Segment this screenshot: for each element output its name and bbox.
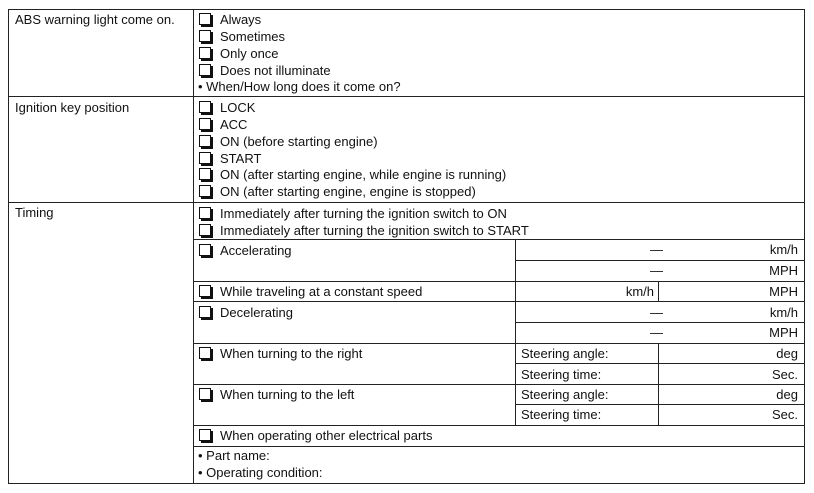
abs-always-label: Always (220, 12, 262, 27)
ignition-on-running-label: ON (after starting engine, while engine is running) (220, 167, 507, 182)
timing-immediate-start-label: Immediately after turning the ignition switch to START (220, 223, 529, 238)
abs-note: • When/How long does it come on? (198, 79, 401, 94)
left-steering-time-label: Steering time: (521, 407, 602, 422)
ignition-on-stopped-checkbox[interactable] (199, 185, 211, 197)
divider (515, 322, 805, 323)
constant-mph-unit: MPH (769, 284, 798, 299)
divider (193, 343, 805, 344)
divider (193, 446, 805, 447)
part-name-field[interactable]: • Part name: (198, 448, 270, 463)
abs-label: ABS warning light come on. (15, 12, 175, 27)
ignition-on-before-label: ON (before starting engine) (220, 134, 378, 149)
divider (193, 384, 805, 385)
divider (515, 363, 805, 364)
timing-immediate-on-checkbox[interactable] (199, 207, 211, 219)
accel-kmh-dash: — (650, 242, 663, 257)
timing-accelerating-label: Accelerating (220, 243, 292, 258)
divider (8, 96, 805, 97)
divider (193, 425, 805, 426)
timing-electrical-label: When operating other electrical parts (220, 428, 433, 443)
operating-condition-field[interactable]: • Operating condition: (198, 465, 323, 480)
abs-not-illuminate-label: Does not illuminate (220, 63, 331, 78)
accel-kmh-unit: km/h (769, 242, 798, 257)
right-deg-unit: deg (776, 346, 798, 361)
ignition-on-running-checkbox[interactable] (199, 168, 211, 180)
ignition-acc-label: ACC (220, 117, 248, 132)
divider (8, 202, 805, 203)
abs-sometimes-label: Sometimes (220, 29, 286, 44)
ignition-acc-checkbox[interactable] (199, 118, 211, 130)
accel-mph-unit: MPH (769, 263, 798, 278)
timing-accelerating-checkbox[interactable] (199, 244, 211, 256)
timing-turn-left-checkbox[interactable] (199, 388, 211, 400)
ignition-on-before-checkbox[interactable] (199, 135, 211, 147)
divider (515, 260, 805, 261)
divider (658, 281, 659, 301)
right-steering-time-label: Steering time: (521, 367, 602, 382)
decel-mph-dash: — (650, 325, 663, 340)
constant-kmh-unit: km/h (625, 284, 654, 299)
abs-not-illuminate-checkbox[interactable] (199, 64, 211, 76)
left-sec-unit: Sec. (771, 407, 798, 422)
abs-only-once-checkbox[interactable] (199, 47, 211, 59)
timing-decelerating-checkbox[interactable] (199, 306, 211, 318)
diagnostic-form (8, 9, 805, 484)
right-sec-unit: Sec. (771, 367, 798, 382)
divider (658, 343, 659, 425)
ignition-start-checkbox[interactable] (199, 152, 211, 164)
left-deg-unit: deg (776, 387, 798, 402)
divider (193, 239, 805, 240)
decel-mph-unit: MPH (769, 325, 798, 340)
accel-mph-dash: — (650, 263, 663, 278)
decel-kmh-dash: — (650, 305, 663, 320)
timing-constant-checkbox[interactable] (199, 285, 211, 297)
decel-kmh-unit: km/h (769, 305, 798, 320)
right-steering-angle-label: Steering angle: (521, 346, 609, 361)
ignition-on-stopped-label: ON (after starting engine, engine is stopped) (220, 184, 476, 199)
ignition-lock-checkbox[interactable] (199, 101, 211, 113)
ignition-label: Ignition key position (15, 100, 130, 115)
abs-sometimes-checkbox[interactable] (199, 30, 211, 42)
ignition-lock-label: LOCK (220, 100, 256, 115)
divider (515, 239, 516, 425)
divider (193, 281, 805, 282)
divider (193, 9, 194, 484)
timing-decelerating-label: Decelerating (220, 305, 293, 320)
divider (193, 301, 805, 302)
timing-immediate-on-label: Immediately after turning the ignition switch to ON (220, 206, 507, 221)
abs-only-once-label: Only once (220, 46, 279, 61)
left-steering-angle-label: Steering angle: (521, 387, 609, 402)
timing-immediate-start-checkbox[interactable] (199, 224, 211, 236)
timing-turn-left-label: When turning to the left (220, 387, 355, 402)
ignition-start-label: START (220, 151, 262, 166)
timing-turn-right-label: When turning to the right (220, 346, 363, 361)
timing-electrical-checkbox[interactable] (199, 429, 211, 441)
timing-constant-label: While traveling at a constant speed (220, 284, 423, 299)
timing-turn-right-checkbox[interactable] (199, 347, 211, 359)
divider (515, 404, 805, 405)
timing-label: Timing (15, 205, 54, 220)
abs-always-checkbox[interactable] (199, 13, 211, 25)
